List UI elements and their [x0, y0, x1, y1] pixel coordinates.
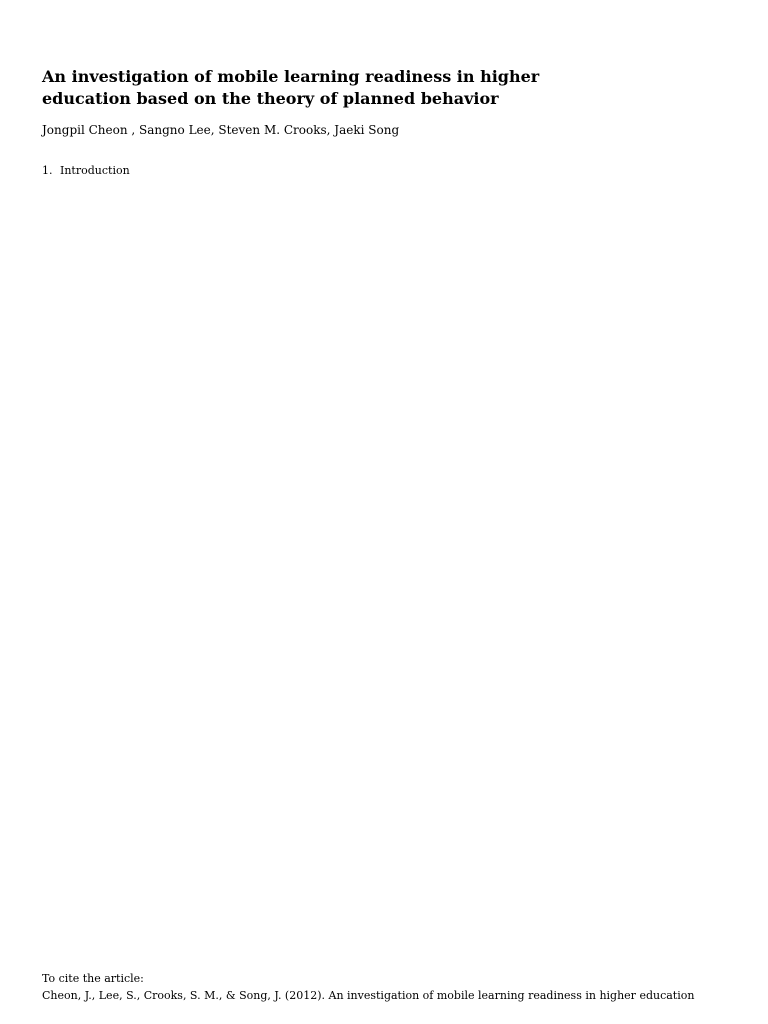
paper-title: [42, 66, 702, 110]
citation-text: Cheon, J., Lee, S., Crooks, S. M., & Song, J. (2012). An investigation of mobile learning readiness in higher education: [42, 989, 695, 1002]
paper-title-line-1: An investigation of mobile learning readiness in higher: [42, 67, 540, 86]
section-number: 1.: [42, 164, 53, 177]
paper-title-line-2: education based on the theory of planned behavior: [42, 89, 499, 108]
citation-note: To cite the article:: [42, 972, 144, 985]
section-heading: [42, 163, 342, 178]
section-title: Introduction: [60, 164, 130, 177]
author-list: Jongpil Cheon , Sangno Lee, Steven M. Crooks, Jaeki Song: [42, 123, 400, 137]
